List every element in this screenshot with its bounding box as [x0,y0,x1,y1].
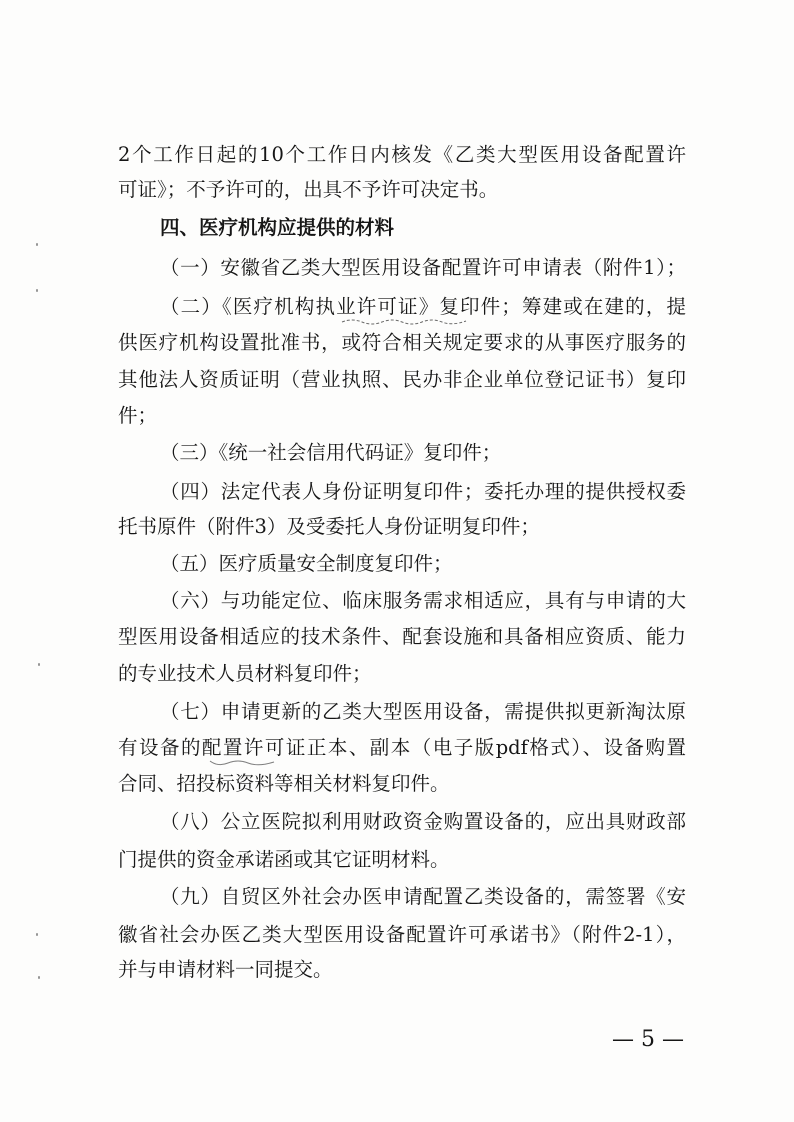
paragraph-line: （四）法定代表人身份证明复印件；委托办理的提供授权委 [160,480,686,503]
paragraph-line: （八）公立医院拟利用财政资金购置设备的，应出具财政部 [160,810,686,833]
scan-speck [36,933,38,936]
paragraph-line: （三）《统一社会信用代码证》复印件； [160,441,502,464]
paragraph-line: 合同、招投标资料等相关材料复印件。 [118,772,450,795]
paragraph-line: （五）医疗质量安全制度复印件； [160,552,453,575]
scan-speck [38,976,40,979]
paragraph-line: （六）与功能定位、临床服务需求相适应，具有与申请的大 [160,589,686,612]
pen-underline-mark [208,757,278,769]
paragraph-line: 徽省社会办医乙类大型医用设备配置许可承诺书》（附件2-1）， [118,923,686,946]
paragraph-line: 供医疗机构设置批准书，或符合相关规定要求的从事医疗服务的 [118,331,686,354]
paragraph-line: 件； [118,404,158,427]
paragraph-line: 2个工作日起的10个工作日内核发《乙类大型医用设备配置许 [118,143,686,166]
paragraph-line: 有设备的配置许可证正本、副本（电子版pdf格式）、设备购置 [118,736,686,759]
paragraph-line: 其他法人资质证明（营业执照、民办非企业单位登记证书）复印 [118,368,686,391]
paragraph-line: 的专业技术人员材料复印件； [118,662,372,685]
paragraph-line: 并与申请材料一同提交。 [118,958,333,981]
pen-underline-mark [340,316,470,328]
scan-speck [38,663,40,666]
scan-speck [36,243,38,246]
scan-speck [36,289,38,292]
paragraph-line: 型医用设备相适应的技术条件、配套设施和具备相应资质、能力 [118,625,686,648]
paragraph-line: （一）安徽省乙类大型医用设备配置许可申请表（附件1）； [160,256,686,279]
paragraph-line: 托书原件（附件3）及受委托人身份证明复印件； [118,515,540,538]
paragraph-line: （七）申请更新的乙类大型医用设备，需提供拟更新淘汰原 [160,700,686,723]
section-heading: 四、医疗机构应提供的材料 [160,216,395,239]
paragraph-line: 可证》；不予许可的，出具不予许可决定书。 [118,178,499,201]
paragraph-line: （二）《医疗机构执业许可证》复印件；筹建或在建的，提 [160,295,686,318]
paragraph-line: （九）自贸区外社会办医申请配置乙类设备的，需签署《安 [160,885,686,908]
paragraph-line: 门提供的资金承诺函或其它证明材料。 [118,848,450,871]
page-number: — 5 — [612,1027,684,1052]
